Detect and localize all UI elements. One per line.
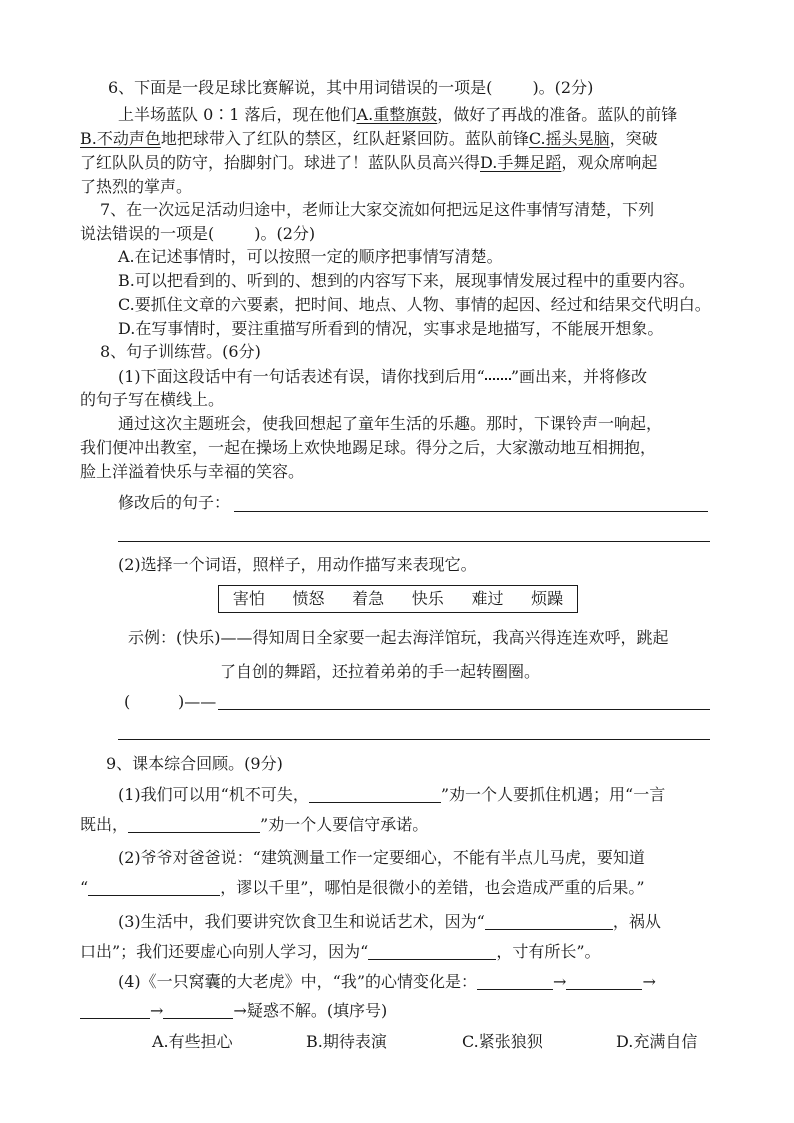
revised-sentence-label: 修改后的句子： xyxy=(118,493,231,512)
q8-paragraph-line3: 脸上洋溢着快乐与幸福的笑容。 xyxy=(80,462,305,481)
q6-stem-tail: )。(2分) xyxy=(532,78,594,97)
q6-text: ，观众席响起 xyxy=(561,153,658,172)
q7-option-b: B.可以把看到的、听到的、想到的内容写下来，展现事情发展过程中的重要内容。 xyxy=(118,271,695,290)
q7-stem-tail: )。(2分) xyxy=(254,224,316,243)
q9-text: 口出”；我们还要虚心向别人学习，因为“ xyxy=(80,942,369,961)
q9-s3-line1 xyxy=(118,910,661,934)
q7-option-c: C.要抓住文章的六要素，把时间、地点、人物、事情的起因、经过和结果交代明白。 xyxy=(118,295,711,314)
arrow: → xyxy=(150,1001,164,1020)
q9-s4-line2 xyxy=(80,999,387,1023)
q9-text: ，谬以千里”，哪怕是很微小的差错，也会造成严重的后果。” xyxy=(220,878,645,897)
q8-sub1-text: ”画出来，并将修改 xyxy=(510,367,648,386)
q9-text: ，寸有所长”。 xyxy=(496,942,601,961)
q9-text: 既出， xyxy=(80,815,129,834)
q8-paragraph-line2: 我们便冲出教室，一起在操场上欢快地踢足球。得分之后，大家激动地互相拥抱， xyxy=(80,438,657,457)
wavy-line-symbol xyxy=(485,364,511,380)
answer-word-dash: )—— xyxy=(178,692,217,711)
revised-sentence-line-1[interactable] xyxy=(234,511,708,512)
answer-word-open-paren: ( xyxy=(124,692,131,711)
q9-text: (4)《一只窝囊的大老虎》中，“我”的心情变化是： xyxy=(118,972,478,991)
q9-text: ”劝一个人要抓住机遇；用“一言 xyxy=(440,785,666,804)
q8-sub1-text: (1)下面这段话中有一句话表述有误，请你找到后用“ xyxy=(118,367,485,386)
fill-blank[interactable] xyxy=(163,1000,233,1019)
mood-option-c: C.紧张狼狈 xyxy=(462,1032,543,1051)
q9-stem: 9、课本综合回顾。(9分) xyxy=(106,754,283,773)
fill-blank[interactable] xyxy=(477,971,553,990)
q9-text: ”劝一个人要信守承诺。 xyxy=(260,815,429,834)
word-option[interactable]: 着急 xyxy=(352,589,385,608)
q6-line3 xyxy=(80,151,657,175)
q6-stem xyxy=(108,76,593,100)
fill-blank[interactable] xyxy=(485,911,613,930)
word-option[interactable]: 快乐 xyxy=(411,589,444,608)
word-choice-box xyxy=(218,585,578,613)
revised-sentence-line-2[interactable] xyxy=(118,541,710,542)
q6-text: 了热烈的掌声。 xyxy=(80,177,193,196)
q9-s1-line2 xyxy=(80,813,428,837)
q6-option-b: B.不动声色 xyxy=(80,129,161,148)
fill-blank[interactable] xyxy=(368,941,496,960)
q8-sub1-line2: 的句子写在横线上。 xyxy=(80,390,225,409)
fill-blank[interactable] xyxy=(566,971,642,990)
fill-blank[interactable] xyxy=(88,877,220,896)
q7-stem-text: 说法错误的一项是( xyxy=(80,224,215,243)
example-line2: 了自创的舞蹈，还拉着弟弟的手一起转圈圈。 xyxy=(220,662,541,681)
q6-stem-text: 6、下面是一段足球比赛解说，其中用词错误的一项是( xyxy=(108,78,493,97)
q6-option-a: A.重整旗鼓 xyxy=(356,105,438,124)
arrow: → xyxy=(642,972,656,991)
answer-word-slot[interactable] xyxy=(136,690,176,714)
q6-option-d: D.手舞足蹈 xyxy=(480,153,562,172)
q9-text: ，祸从 xyxy=(612,912,661,931)
q9-s2-line2 xyxy=(80,876,645,900)
mood-option-d: D.充满自信 xyxy=(616,1032,698,1051)
word-option[interactable]: 烦躁 xyxy=(531,589,564,608)
description-line-2[interactable] xyxy=(118,739,710,740)
q8-sub1-line1 xyxy=(118,364,647,388)
mood-option-b: B.期待表演 xyxy=(306,1032,387,1051)
q9-text: (3)生活中，我们要讲究饮食卫生和说话艺术，因为“ xyxy=(118,912,485,931)
q6-line2 xyxy=(80,127,658,151)
word-option[interactable]: 害怕 xyxy=(232,589,265,608)
q7-stem-line2 xyxy=(80,222,315,246)
example-line1: 示例：(快乐)——得知周日全家要一起去海洋馆玩，我高兴得连连欢呼，跳起 xyxy=(128,628,669,647)
arrow: → xyxy=(553,972,567,991)
mood-option-a: A.有些担心 xyxy=(152,1032,233,1051)
q6-text: 了红队队员的防守，抬脚射门。球进了！蓝队队员高兴得 xyxy=(80,153,481,172)
word-option[interactable]: 愤怒 xyxy=(292,589,325,608)
fill-blank[interactable] xyxy=(80,1000,150,1019)
q9-text: →疑惑不解。(填序号) xyxy=(233,1001,388,1020)
q8-paragraph-line1: 通过这次主题班会，使我回想起了童年生活的乐趣。那时，下课铃声一响起， xyxy=(118,414,663,433)
q9-s4-line1 xyxy=(118,970,656,994)
q9-s2-line1: (2)爷爷对爸爸说：“建筑测量工作一定要细心，不能有半点儿马虎，要知道 xyxy=(118,848,645,867)
q8-sub2: (2)选择一个词语，照样子，用动作描写来表现它。 xyxy=(118,555,477,574)
q8-stem: 8、句子训练营。(6分) xyxy=(100,342,261,361)
q7-stem-line1: 7、在一次远足活动归途中，老师让大家交流如何把远足这件事情写清楚，下列 xyxy=(100,200,655,219)
q6-option-c: C.摇头晃脑 xyxy=(528,129,610,148)
q9-text: “ xyxy=(80,878,89,897)
word-option[interactable]: 难过 xyxy=(471,589,504,608)
q6-text: ，做好了再战的准备。蓝队的前锋 xyxy=(437,105,678,124)
q7-option-a: A.在记述事情时，可以按照一定的顺序把事情写清楚。 xyxy=(118,247,503,266)
q9-s1-line1 xyxy=(118,783,665,807)
q7-option-d: D.在写事情时，要注重描写所看到的情况，实事求是地描写，不能展开想象。 xyxy=(118,319,664,338)
q6-text: 上半场蓝队 0∶1 落后，现在他们 xyxy=(118,105,357,124)
fill-blank[interactable] xyxy=(128,814,260,833)
q6-text: 地把球带入了红队的禁区，红队赶紧回防。蓝队前锋 xyxy=(160,129,529,148)
fill-blank[interactable] xyxy=(309,784,441,803)
q9-s3-line2 xyxy=(80,940,601,964)
q6-text: ，突破 xyxy=(609,129,658,148)
q6-line4 xyxy=(80,175,192,199)
q9-text: (1)我们可以用“机不可失， xyxy=(118,785,309,804)
description-line-1[interactable] xyxy=(218,709,710,710)
q6-line1 xyxy=(118,103,677,127)
